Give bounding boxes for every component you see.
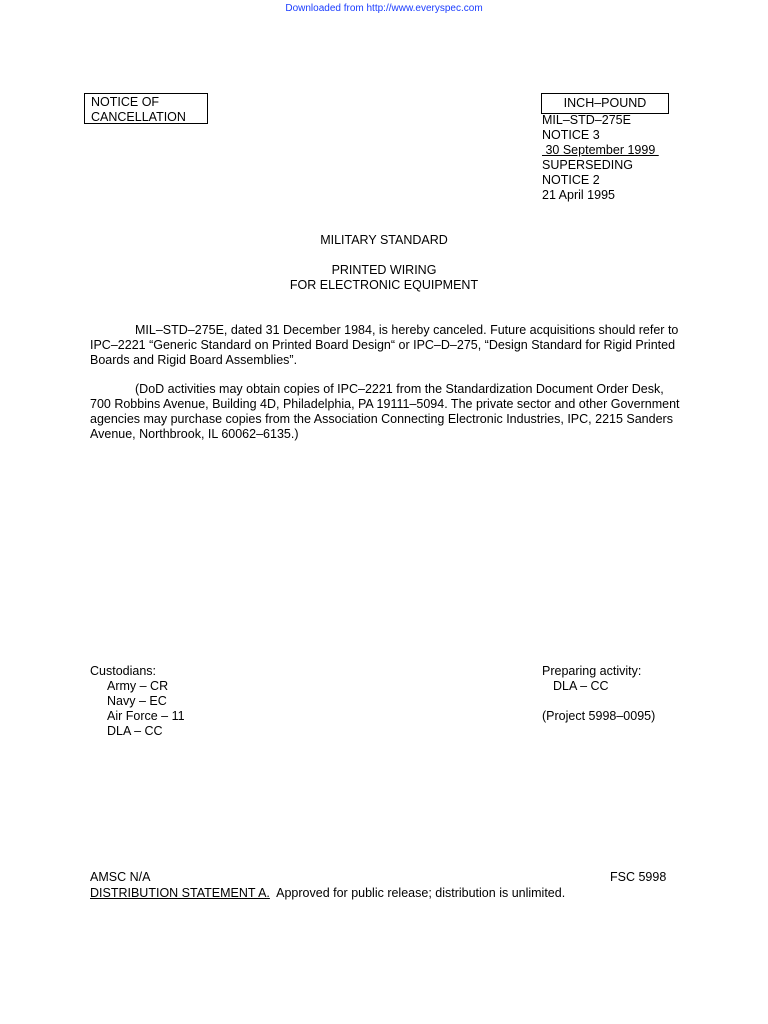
amsc-label: AMSC N/A bbox=[90, 870, 151, 884]
notice-line-2: CANCELLATION bbox=[91, 110, 186, 124]
notice-of-cancellation-box bbox=[84, 93, 208, 124]
cancellation-text: MIL–STD–275E, dated 31 December 1984, is hereby canceled. Future acquisitions should refer to IPC–2221 “Generic Standard on Printed Board Design“ or IPC–D–275, “Design Standard for Rigid Printed Boards and Rigid Board Assemblies”. bbox=[90, 323, 679, 367]
preparing-activity-label: Preparing activity: bbox=[542, 664, 642, 678]
dod-copies-paragraph bbox=[90, 382, 680, 442]
superseding-label: SUPERSEDING bbox=[542, 158, 633, 172]
custodian-item: Air Force – 11 bbox=[107, 709, 185, 723]
custodian-item: Army – CR bbox=[107, 679, 169, 693]
distribution-text: Approved for public release; distribution is unlimited. bbox=[269, 886, 566, 900]
inch-pound-box: INCH–POUND bbox=[541, 93, 669, 114]
custodian-item: Navy – EC bbox=[107, 694, 167, 708]
custodians-block bbox=[90, 664, 185, 739]
dod-copies-text: (DoD activities may obtain copies of IPC–2221 from the Standardization Document Order Desk, 700 Robbins Avenue, Building 4D, Philadelphia, PA 19111–5094. The private sector and other Government agencies may purchase copies from the Association Connecting Electronic Industries, IPC, 2215 Sanders Avenue, Northbrook, IL 60062–6135.) bbox=[90, 382, 680, 441]
notice-number: NOTICE 3 bbox=[542, 128, 600, 142]
title-line-1: PRINTED WIRING bbox=[331, 263, 437, 277]
previous-date: 21 April 1995 bbox=[542, 188, 615, 202]
custodians-label: Custodians: bbox=[90, 664, 157, 678]
notice-date: 30 September 1999 bbox=[542, 143, 659, 157]
project-number: (Project 5998–0095) bbox=[542, 709, 656, 723]
previous-notice: NOTICE 2 bbox=[542, 173, 600, 187]
download-source-link[interactable]: Downloaded from http://www.everyspec.com bbox=[285, 3, 483, 14]
fsc-label: FSC 5998 bbox=[610, 870, 667, 884]
preparing-activity-value: DLA – CC bbox=[553, 679, 609, 693]
distribution-label: DISTRIBUTION STATEMENT A. bbox=[90, 886, 270, 900]
cancellation-paragraph bbox=[90, 323, 680, 368]
document-designation bbox=[542, 113, 682, 203]
title-line-2: FOR ELECTRONIC EQUIPMENT bbox=[289, 278, 479, 292]
notice-line-1: NOTICE OF bbox=[91, 95, 160, 109]
preparing-activity-block bbox=[542, 664, 655, 724]
doc-id: MIL–STD–275E bbox=[542, 113, 631, 127]
custodian-item: DLA – CC bbox=[107, 724, 163, 738]
military-standard-heading: MILITARY STANDARD bbox=[320, 233, 448, 247]
distribution-statement bbox=[90, 886, 565, 901]
